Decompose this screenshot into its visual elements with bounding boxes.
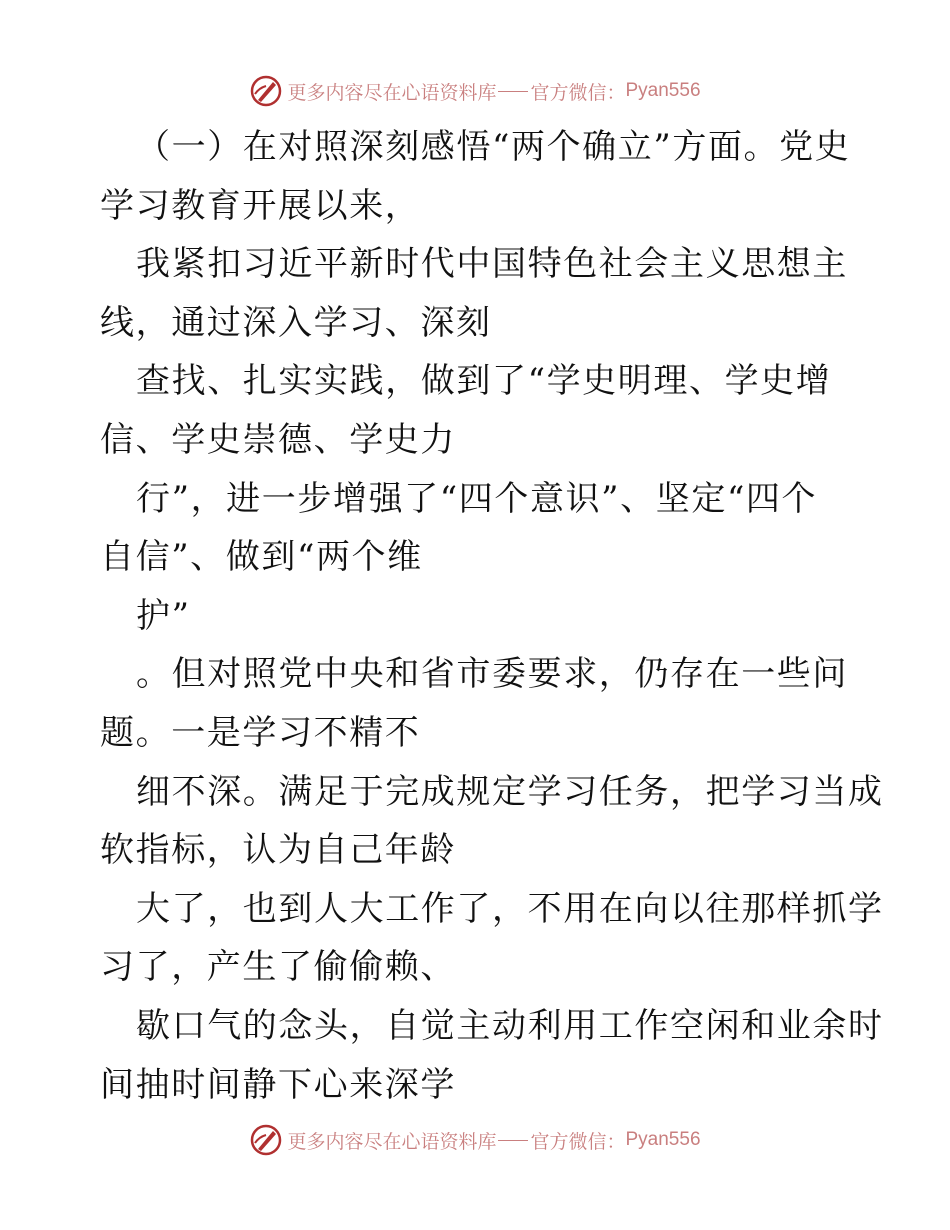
text-line: 自信”、做到“两个维: [100, 537, 423, 578]
watermark-brand: 更多内容尽在心语资料库: [287, 1130, 497, 1153]
watermark-dash: [498, 1140, 528, 1141]
text-line: 细不深。满足于完成规定学习任务，把学习当成: [136, 771, 884, 812]
watermark-suffix: 官方微信：: [530, 1130, 626, 1153]
text-line: 行”，进一步增强了“四个意识”、坚定“四个: [136, 478, 818, 519]
text-line: 我紧扣习近平新时代中国特色社会主义思想主: [136, 244, 848, 285]
quill-pen-logo-icon: [249, 1123, 283, 1157]
text-line: 题。一是学习不精不: [100, 712, 421, 753]
text-line: 大了，也到人大工作了，不用在向以往那样抓学: [136, 888, 884, 929]
text-line: 软指标，认为自己年龄: [100, 830, 456, 871]
text-line: 查找、扎实实践，做到了“学史明理、学史增: [136, 361, 832, 402]
text-line: 歇口气的念头，自觉主动利用工作空闲和业余时: [136, 1005, 884, 1046]
watermark-suffix: 官方微信：: [530, 81, 626, 104]
quill-pen-logo-icon: [249, 74, 283, 108]
document-body: [100, 118, 884, 1114]
header-watermark: [0, 71, 950, 111]
watermark-dash: [498, 91, 528, 92]
text-line: 护”: [136, 595, 191, 636]
text-line: 间抽时间静下心来深学: [100, 1064, 456, 1105]
text-line: 线，通过深入学习、深刻: [100, 302, 492, 343]
text-line: 习了，产生了偷偷赖、: [100, 947, 456, 988]
text-line: 信、学史崇德、学史力: [100, 419, 456, 460]
watermark-brand: 更多内容尽在心语资料库: [287, 81, 497, 104]
watermark-account: Pyan556: [625, 80, 701, 101]
text-line: 学习教育开展以来，: [100, 185, 421, 226]
text-line: （一）在对照深刻感悟“两个确立”方面。党史: [136, 127, 851, 167]
footer-watermark: [0, 1120, 950, 1160]
text-line: 。但对照党中央和省市委要求，仍存在一些问: [136, 654, 848, 695]
watermark-account: Pyan556: [625, 1129, 701, 1150]
